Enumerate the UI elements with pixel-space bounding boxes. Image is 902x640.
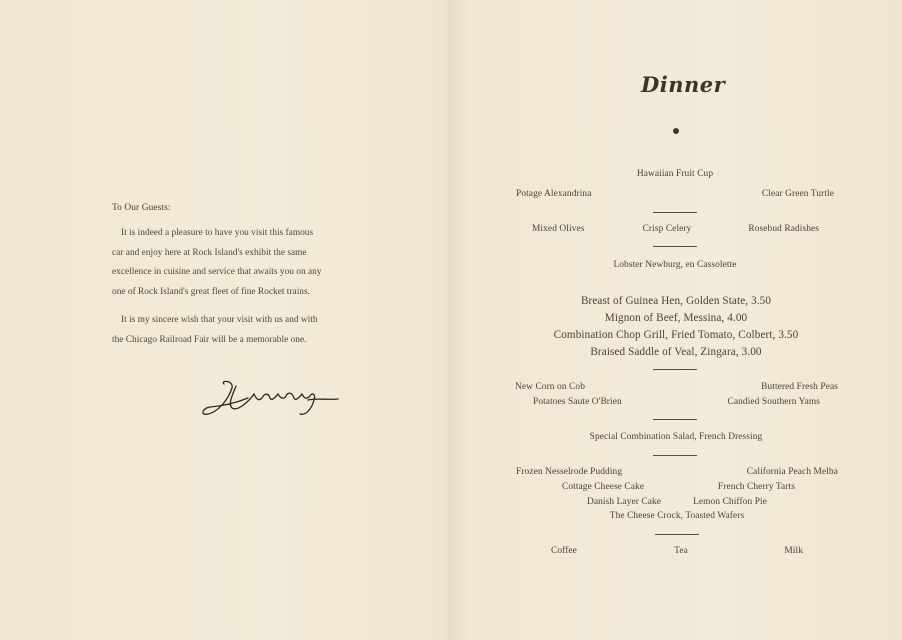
center-fold [449, 0, 451, 640]
dessert-right-3: Lemon Chiffon Pie [693, 497, 767, 507]
soup-right: Clear Green Turtle [761, 189, 834, 199]
soup-left: Potage Alexandrina [516, 189, 592, 199]
vegetable-right-2: Candied Southern Yams [727, 397, 820, 407]
letter-line: the Chicago Railroad Fair will be a memorable one. [112, 334, 307, 345]
entree-item: Breast of Guinea Hen, Golden State, 3.50 [580, 295, 772, 307]
fruit-cup: Hawaiian Fruit Cup [636, 169, 714, 179]
dessert-left-1: Frozen Nesselrode Pudding [516, 467, 623, 477]
letter-line: It is indeed a pleasure to have you visit this famous [121, 228, 314, 238]
divider-rule [653, 246, 697, 247]
divider-rule [653, 455, 697, 456]
signature-image [198, 378, 343, 420]
entree-item: Braised Saddle of Veal, Zingara, 3.00 [590, 346, 762, 358]
beverage-milk: Milk [784, 546, 803, 556]
relish-right: Rosebud Radishes [748, 224, 819, 234]
letter-line: excellence in cuisine and service that awaits you on any [112, 267, 322, 277]
dessert-left-2: Cottage Cheese Cake [562, 482, 645, 492]
letter-paragraph-2 [112, 311, 318, 350]
vegetable-left-1: New Corn on Cob [515, 382, 585, 392]
dessert-left-3: Danish Layer Cake [587, 497, 662, 507]
letter-line: car and enjoy here at Rock Island's exhibit the same [112, 247, 307, 258]
letter-line: It is my sincere wish that your visit with us and with [121, 315, 318, 325]
ornament-dot [673, 128, 679, 134]
cheese-course: The Cheese Crock, Toasted Wafers [609, 511, 745, 521]
menu-title: Dinner [641, 72, 726, 97]
entree-item: Combination Chop Grill, Fried Tomato, Colbert, 3.50 [553, 329, 799, 341]
dessert-right-1: California Peach Melba [746, 467, 838, 477]
divider-rule [653, 369, 697, 370]
vegetable-left-2: Potatoes Saute O'Brien [533, 397, 622, 407]
salad-course: Special Combination Salad, French Dressing [589, 432, 763, 442]
letter-salutation: To Our Guests: [112, 203, 171, 213]
divider-rule [655, 534, 699, 535]
relish-center: Crisp Celery [642, 224, 692, 234]
relish-left: Mixed Olives [532, 224, 585, 234]
entree-item: Mignon of Beef, Messina, 4.00 [604, 312, 748, 324]
letter-line: one of Rock Island's great fleet of fine Rocket trains. [112, 286, 310, 297]
beverage-tea: Tea [674, 546, 688, 556]
dessert-right-2: French Cherry Tarts [717, 482, 795, 492]
divider-rule [653, 419, 697, 420]
vegetable-right-1: Buttered Fresh Peas [761, 382, 838, 392]
divider-rule [653, 212, 697, 213]
letter-paragraph-1 [112, 224, 322, 302]
lobster-course: Lobster Newburg, en Cassolette [613, 260, 737, 270]
beverage-coffee: Coffee [551, 546, 577, 556]
